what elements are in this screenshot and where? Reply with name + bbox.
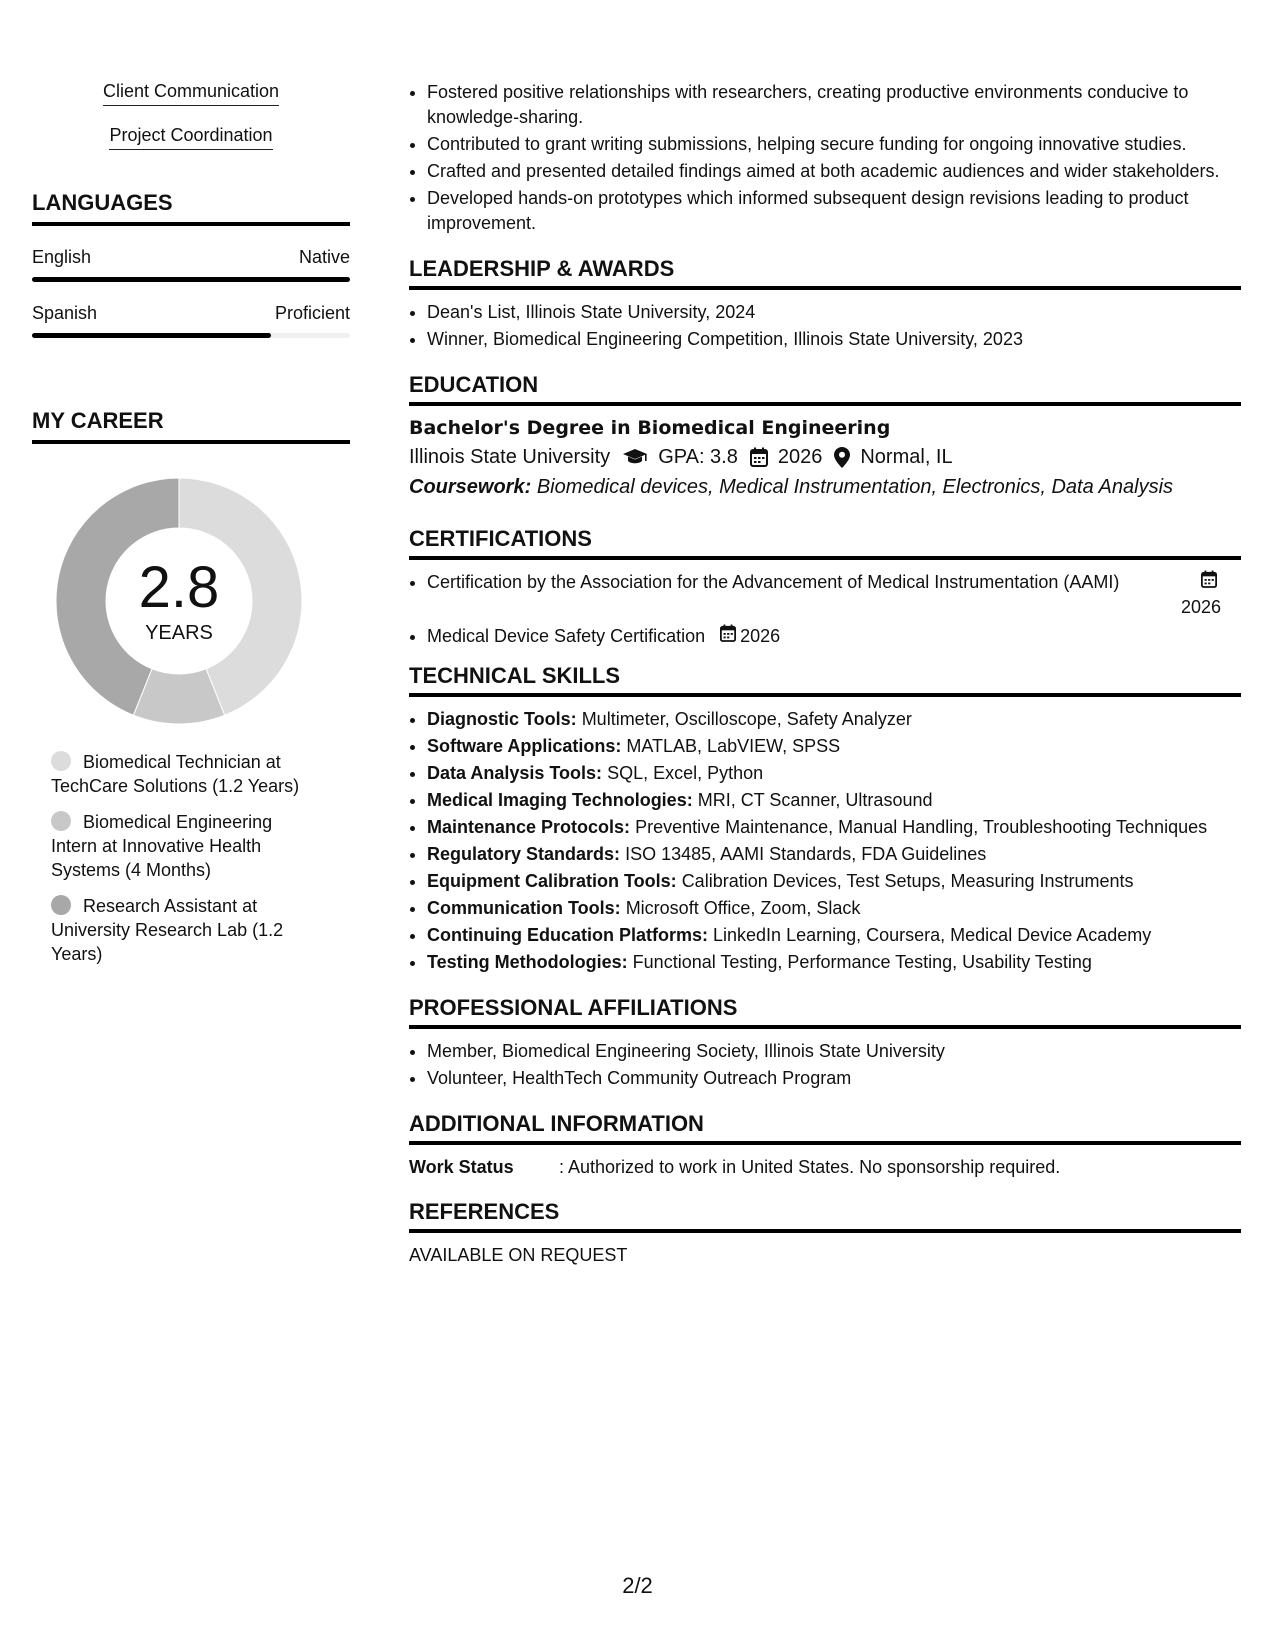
experience-bullets — [409, 80, 1241, 236]
certification-name: Medical Device Safety Certification — [427, 626, 706, 646]
skill-value: Functional Testing, Performance Testing, Usability Testing — [632, 952, 1092, 972]
degree-title: Bachelor's Degree in Biomedical Engineering — [409, 417, 891, 439]
list-item: • Member, Biomedical Engineering Society, Illinois State University — [427, 1039, 1241, 1064]
legend-label: Biomedical Engineering Intern at Innovative Health Systems (4 Months) — [51, 812, 273, 880]
references-text: AVAILABLE ON REQUEST — [409, 1245, 628, 1265]
certifications-section — [409, 526, 1241, 649]
section-heading: TECHNICAL SKILLS — [409, 663, 1241, 697]
work-status-value: : Authorized to work in United States. No sponsorship required. — [559, 1157, 1061, 1177]
coursework — [409, 472, 1241, 502]
skill-label: Diagnostic Tools: — [427, 709, 577, 729]
language-bar — [32, 277, 350, 282]
section-heading: PROFESSIONAL AFFILIATIONS — [409, 995, 1241, 1029]
list-item — [427, 570, 1241, 620]
skill-value: MRI, CT Scanner, Ultrasound — [697, 790, 933, 810]
language-bar-fill — [32, 333, 271, 338]
references-section — [409, 1199, 1241, 1267]
language-item — [32, 246, 350, 282]
list-item: • Crafted and presented detailed findings aimed at both academic audiences and wider stakeholders. — [427, 159, 1241, 184]
list-item: • Fostered positive relationships with researchers, creating productive environments conducive to knowledge-sharing. — [427, 80, 1241, 130]
technical-skills-section — [409, 663, 1241, 975]
section-heading: REFERENCES — [409, 1199, 1241, 1233]
calendar-icon — [750, 447, 768, 467]
skill-label: Continuing Education Platforms: — [427, 925, 708, 945]
list-item: • Winner, Biomedical Engineering Competition, Illinois State University, 2023 — [427, 327, 1241, 352]
coursework-label: Coursework: — [409, 476, 532, 498]
list-item — [427, 869, 1241, 894]
coursework-value: Biomedical devices, Medical Instrumentation, Electronics, Data Analysis — [536, 476, 1174, 498]
list-item — [427, 624, 1241, 649]
skill-label: Regulatory Standards: — [427, 844, 621, 864]
list-item: • Dean's List, Illinois State University, 2024 — [427, 300, 1241, 325]
affiliations-section — [409, 995, 1241, 1091]
list-item — [427, 842, 1241, 867]
career-heading: MY CAREER — [32, 408, 350, 444]
list-item — [427, 950, 1241, 975]
list-item — [427, 923, 1241, 948]
language-level: Proficient — [274, 303, 350, 323]
skill-label: Testing Methodologies: — [427, 952, 628, 972]
legend-label: Research Assistant at University Research Lab (1.2 Years) — [51, 896, 284, 964]
skill-tag: Client Communication — [103, 80, 279, 106]
career-total: 2.8 — [138, 555, 220, 620]
skill-value: LinkedIn Learning, Coursera, Medical Device Academy — [713, 925, 1152, 945]
skill-value: Preventive Maintenance, Manual Handling, Troubleshooting Techniques — [635, 817, 1208, 837]
languages-section — [32, 190, 350, 338]
skill-value: ISO 13485, AAMI Standards, FDA Guidelines — [625, 844, 987, 864]
certification-year: 2026 — [1180, 597, 1221, 617]
skill-label: Software Applications: — [427, 736, 622, 756]
graduation-year: 2026 — [777, 446, 823, 468]
skill-tag: Project Coordination — [109, 124, 272, 150]
list-item — [427, 815, 1241, 840]
right-column — [409, 80, 1241, 1267]
additional-info-section — [409, 1111, 1241, 1179]
skill-value: MATLAB, LabVIEW, SPSS — [626, 736, 841, 756]
school-name: Illinois State University — [409, 446, 611, 468]
legend-item — [51, 810, 321, 882]
section-heading: EDUCATION — [409, 372, 1241, 406]
skill-value: Multimeter, Oscilloscope, Safety Analyzer — [581, 709, 912, 729]
skill-label: Equipment Calibration Tools: — [427, 871, 677, 891]
work-status-label: Work Status — [409, 1157, 514, 1177]
skill-label: Communication Tools: — [427, 898, 621, 918]
legend-label: Biomedical Technician at TechCare Solutions (1.2 Years) — [51, 752, 300, 796]
language-bar — [32, 333, 350, 338]
legend-dot — [51, 811, 71, 831]
languages-heading: LANGUAGES — [32, 190, 350, 226]
legend-item — [51, 750, 321, 798]
skill-label: Data Analysis Tools: — [427, 763, 603, 783]
list-item — [427, 707, 1241, 732]
education-details — [409, 442, 1241, 472]
page-number: 2/2 — [622, 1573, 653, 1598]
skill-value: Microsoft Office, Zoom, Slack — [625, 898, 861, 918]
skill-tags — [32, 80, 350, 150]
list-item — [427, 761, 1241, 786]
list-item: • Volunteer, HealthTech Community Outreach Program — [427, 1066, 1241, 1091]
school-location: Normal, IL — [860, 446, 953, 468]
career-section — [32, 408, 350, 966]
career-unit: YEARS — [145, 622, 213, 644]
skill-value: SQL, Excel, Python — [607, 763, 764, 783]
language-bar-fill — [32, 277, 350, 282]
language-level: Native — [298, 247, 350, 267]
section-heading: LEADERSHIP & AWARDS — [409, 256, 1241, 290]
language-name: Spanish — [32, 303, 98, 323]
gpa: GPA: 3.8 — [658, 446, 738, 468]
career-donut-chart — [56, 478, 302, 724]
list-item: • Contributed to grant writing submissions, helping secure funding for ongoing innovative studies. — [427, 132, 1241, 157]
language-name: English — [32, 247, 92, 267]
graduation-cap-icon — [622, 448, 648, 466]
left-column — [32, 80, 350, 978]
language-item — [32, 302, 350, 338]
section-heading: CERTIFICATIONS — [409, 526, 1241, 560]
list-item — [427, 896, 1241, 921]
career-legend — [51, 750, 321, 966]
legend-dot — [51, 751, 71, 771]
education-section — [409, 372, 1241, 502]
calendar-icon — [720, 624, 736, 649]
section-heading: ADDITIONAL INFORMATION — [409, 1111, 1241, 1145]
list-item — [427, 734, 1241, 759]
certification-year: 2026 — [740, 626, 781, 646]
location-pin-icon — [834, 447, 850, 468]
list-item: • Developed hands-on prototypes which informed subsequent design revisions leading to product improvement. — [427, 186, 1241, 236]
skill-label: Maintenance Protocols: — [427, 817, 631, 837]
certification-name: • Certification by the Association for the Advancement of Medical Instrumentation (AAMI) — [427, 572, 1120, 592]
skill-value: Calibration Devices, Test Setups, Measuring Instruments — [681, 871, 1134, 891]
work-status — [409, 1155, 1241, 1179]
calendar-icon — [1201, 570, 1217, 595]
legend-dot — [51, 895, 71, 915]
leadership-section — [409, 256, 1241, 352]
skill-label: Medical Imaging Technologies: — [427, 790, 693, 810]
legend-item — [51, 894, 321, 966]
list-item — [427, 788, 1241, 813]
technical-skills-list — [409, 707, 1241, 975]
